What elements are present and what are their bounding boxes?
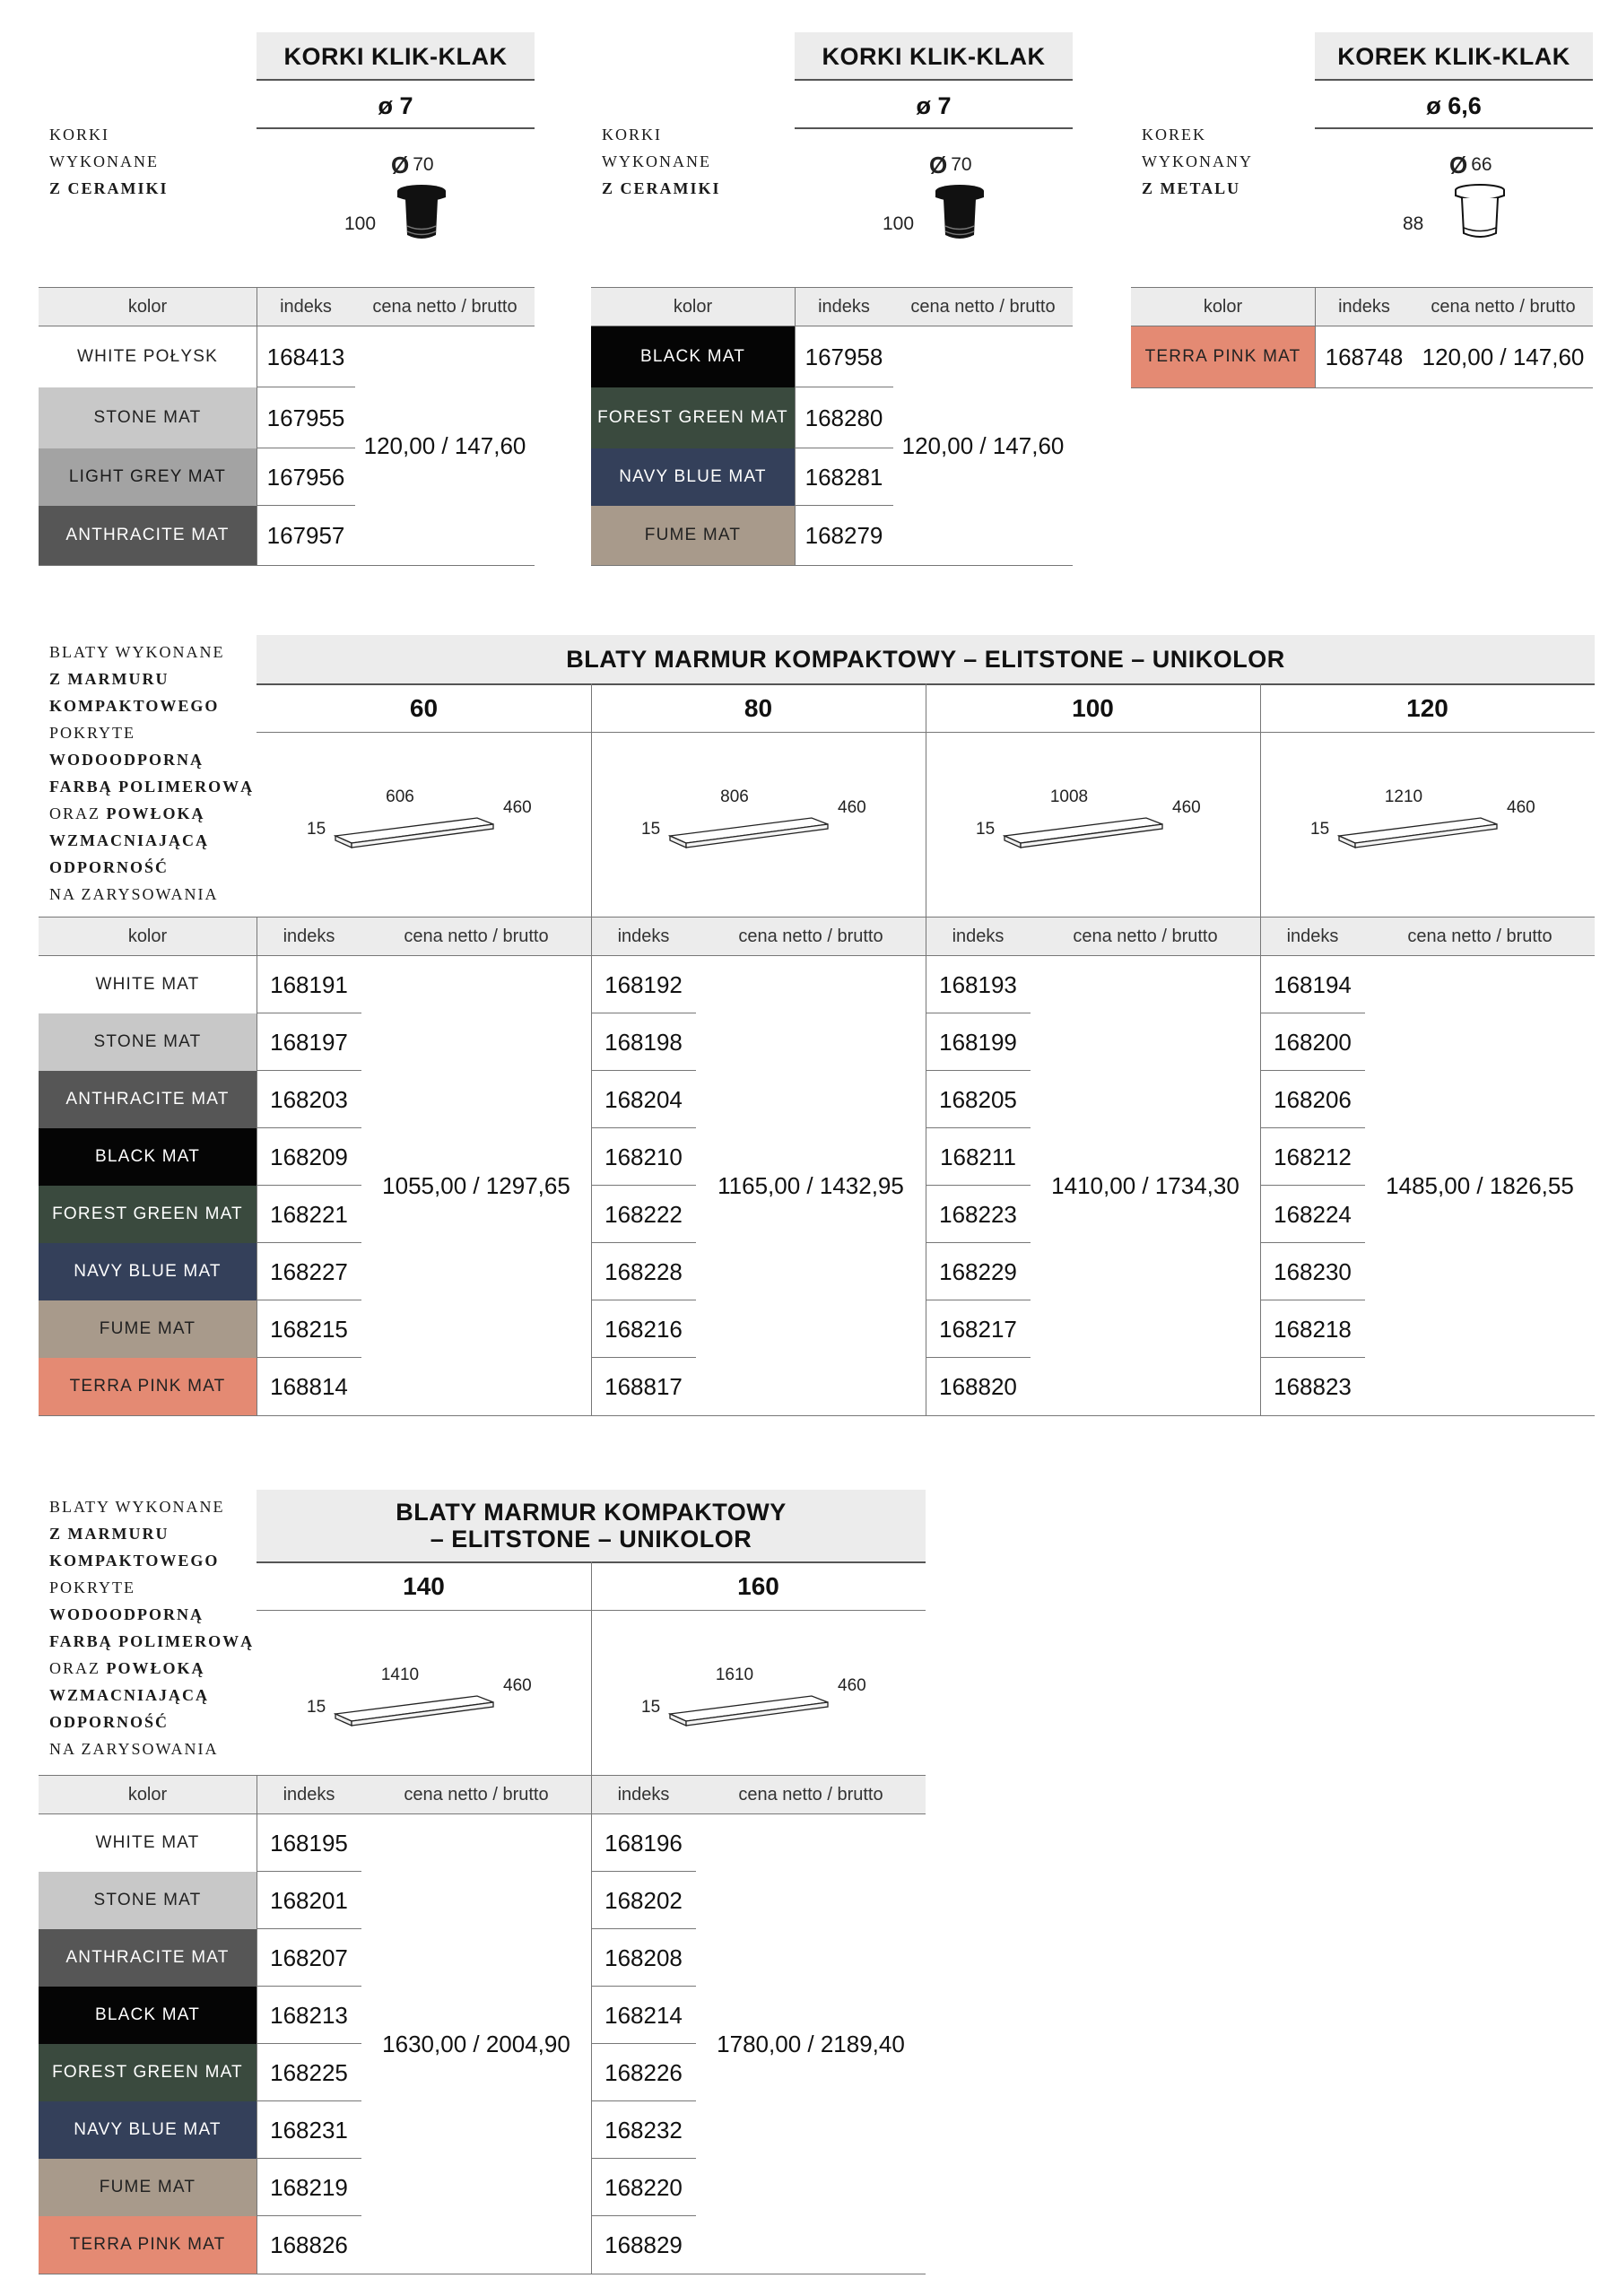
side-line: Z MARMURU — [49, 670, 170, 688]
side-line: KORKI — [49, 126, 109, 144]
color-swatch: STONE MAT — [39, 1872, 257, 1929]
table-title — [257, 1490, 926, 1561]
index-cell: 168820 — [939, 1372, 1017, 1400]
diameter-label — [391, 151, 481, 179]
header-indeks: indeks — [1338, 296, 1390, 317]
header-kolor: kolor — [1203, 296, 1243, 317]
color-swatch: FOREST GREEN MAT — [39, 2044, 257, 2101]
color-swatch: STONE MAT — [39, 387, 257, 448]
side-text: POWŁOKĄ — [106, 804, 205, 822]
index-cell: 167956 — [266, 463, 345, 491]
header-cena: cena netto / brutto — [910, 296, 1056, 317]
divider — [39, 565, 535, 566]
slab-icon — [1337, 814, 1504, 854]
side-line: Z CERAMIKI — [49, 179, 169, 197]
stopper-icon — [395, 183, 450, 249]
color-swatch: FUME MAT — [591, 506, 795, 565]
side-line: WODOODPORNĄ — [49, 751, 204, 769]
size-label: 120 — [1406, 694, 1448, 722]
index-cell: 168213 — [270, 2001, 348, 2029]
index-cell: 168226 — [604, 2058, 683, 2086]
length-dim: 1210 — [1384, 787, 1423, 806]
header-indeks: indeks — [280, 296, 332, 317]
size-label: 140 — [403, 1572, 445, 1600]
side-description — [49, 1493, 274, 1762]
side-line: KOREK — [1142, 126, 1206, 144]
depth-dim: 460 — [1172, 798, 1201, 817]
index-cell: 168814 — [270, 1372, 348, 1400]
header-cena: cena netto / brutto — [404, 926, 549, 946]
stopper-icon — [933, 183, 988, 249]
slab-icon — [668, 1692, 835, 1732]
color-swatch: FUME MAT — [39, 2159, 257, 2216]
side-line: WODOODPORNĄ — [49, 1605, 204, 1623]
side-line: KOMPAKTOWEGO — [49, 1552, 220, 1570]
index-cell: 168221 — [270, 1200, 348, 1228]
side-line: ODPORNOŚĆ — [49, 1713, 170, 1731]
price-cell: 1485,00 / 1826,55 — [1386, 1171, 1574, 1199]
index-cell: 168211 — [940, 1143, 1016, 1170]
price-cell: 1410,00 / 1734,30 — [1051, 1171, 1239, 1199]
title-line: – ELITSTONE – UNIKOLOR — [430, 1526, 752, 1552]
side-line: POKRYTE — [49, 1578, 136, 1596]
header-kolor: kolor — [127, 926, 168, 946]
divider — [591, 683, 592, 1415]
depth-dim: 460 — [1507, 798, 1535, 817]
index-cell: 168224 — [1274, 1200, 1352, 1228]
color-swatch: NAVY BLUE MAT — [39, 2101, 257, 2159]
index-cell: 168212 — [1274, 1143, 1352, 1170]
index-cell: 168220 — [604, 2173, 683, 2201]
color-swatch: BLACK MAT — [39, 1128, 257, 1186]
side-text: ORAZ — [49, 804, 107, 822]
header-indeks: indeks — [617, 1784, 670, 1805]
divider — [1315, 127, 1593, 129]
slab-icon — [1003, 814, 1170, 854]
size-label: 80 — [744, 694, 773, 722]
index-cell: 168231 — [270, 2116, 348, 2144]
diameter-value: 66 — [1471, 154, 1492, 175]
index-cell: 167955 — [266, 404, 345, 431]
thickness-dim: 15 — [641, 820, 661, 839]
divider — [1260, 683, 1261, 1415]
index-cell: 168225 — [270, 2058, 348, 2086]
side-line: WZMACNIAJĄCĄ — [49, 831, 209, 849]
size-label: 60 — [409, 694, 439, 722]
side-line: NA ZARYSOWANIA — [49, 885, 219, 903]
index-cell: 168229 — [939, 1257, 1017, 1285]
product-size: ø 6,6 — [1426, 91, 1482, 119]
index-cell: 167957 — [266, 521, 345, 549]
diameter-icon: Ø — [929, 151, 948, 178]
side-text: ORAZ — [49, 1659, 107, 1677]
header-cena: cena netto / brutto — [404, 1784, 549, 1805]
price-cell: 1630,00 / 2004,90 — [382, 2030, 570, 2057]
header-kolor: kolor — [673, 296, 713, 317]
index-cell: 168817 — [604, 1372, 683, 1400]
divider — [591, 565, 1073, 566]
header-cena: cena netto / brutto — [738, 1784, 883, 1805]
side-line: Z MARMURU — [49, 1525, 170, 1543]
header-kolor: kolor — [127, 296, 168, 317]
index-cell: 168279 — [804, 521, 883, 549]
height-label: 100 — [344, 213, 377, 234]
index-cell: 168191 — [270, 970, 348, 998]
side-line: Z CERAMIKI — [602, 179, 721, 197]
index-cell: 168198 — [604, 1028, 683, 1056]
thickness-dim: 15 — [307, 820, 326, 839]
length-dim: 806 — [720, 787, 749, 806]
length-dim: 1610 — [715, 1665, 754, 1684]
header-indeks: indeks — [283, 1784, 335, 1805]
index-cell: 168227 — [270, 1257, 348, 1285]
price-cell: 120,00 / 147,60 — [901, 431, 1065, 459]
index-cell: 168196 — [604, 1829, 683, 1857]
product-size: ø 7 — [916, 91, 952, 119]
side-line: WYKONANE — [602, 152, 711, 170]
product-title: KORKI KLIK-KLAK — [795, 32, 1073, 81]
side-line: BLATY WYKONANE — [49, 1498, 225, 1516]
index-cell: 168230 — [1274, 1257, 1352, 1285]
size-label: 100 — [1072, 694, 1114, 722]
divider — [1131, 387, 1593, 388]
price-cell: 120,00 / 147,60 — [1422, 343, 1585, 370]
stopper-icon — [1453, 183, 1509, 249]
index-cell: 168218 — [1274, 1315, 1352, 1343]
color-swatch: FUME MAT — [39, 1300, 257, 1358]
thickness-dim: 15 — [641, 1698, 661, 1717]
color-swatch: FOREST GREEN MAT — [591, 387, 795, 448]
index-cell: 168195 — [270, 1829, 348, 1857]
color-swatch: FOREST GREEN MAT — [39, 1186, 257, 1243]
side-line: ODPORNOŚĆ — [49, 858, 170, 876]
index-cell: 168219 — [270, 2173, 348, 2201]
index-cell: 168413 — [266, 343, 345, 370]
diameter-label — [929, 151, 1019, 179]
side-line: WYKONANE — [49, 152, 159, 170]
depth-dim: 460 — [503, 798, 532, 817]
diameter-icon: Ø — [1449, 151, 1468, 178]
table-title: BLATY MARMUR KOMPAKTOWY – ELITSTONE – UNIKOLOR — [257, 635, 1595, 683]
color-swatch: TERRA PINK MAT — [39, 2216, 257, 2274]
side-description — [602, 121, 835, 211]
side-line — [49, 800, 274, 827]
price-cell: 1165,00 / 1432,95 — [718, 1171, 904, 1199]
header-cena: cena netto / brutto — [738, 926, 883, 946]
index-cell: 168214 — [604, 2001, 683, 2029]
index-cell: 168826 — [270, 2231, 348, 2258]
divider — [795, 79, 1073, 81]
index-cell: 168216 — [604, 1315, 683, 1343]
index-cell: 168203 — [270, 1085, 348, 1113]
side-line: BLATY WYKONANE — [49, 643, 225, 661]
length-dim: 606 — [386, 787, 414, 806]
slab-icon — [668, 814, 835, 854]
side-text: POWŁOKĄ — [106, 1659, 205, 1677]
diameter-value: 70 — [413, 154, 434, 175]
depth-dim: 460 — [838, 1676, 866, 1695]
index-cell: 168197 — [270, 1028, 348, 1056]
index-cell: 168192 — [604, 970, 683, 998]
header-indeks: indeks — [952, 926, 1005, 946]
side-line: Z METALU — [1142, 179, 1241, 197]
product-title: KOREK KLIK-KLAK — [1315, 32, 1593, 81]
slab-icon — [334, 1692, 500, 1732]
header-indeks: indeks — [617, 926, 670, 946]
index-cell: 168200 — [1274, 1028, 1352, 1056]
side-line: NA ZARYSOWANIA — [49, 1740, 219, 1758]
header-indeks: indeks — [818, 296, 870, 317]
side-line — [49, 1655, 274, 1682]
height-label: 100 — [883, 213, 915, 234]
divider — [1315, 79, 1593, 81]
side-line: KOMPAKTOWEGO — [49, 697, 220, 715]
divider — [795, 127, 1073, 129]
index-cell: 168206 — [1274, 1085, 1352, 1113]
price-cell: 1780,00 / 2189,40 — [717, 2030, 905, 2057]
divider — [591, 1561, 592, 2274]
index-cell: 168210 — [604, 1143, 683, 1170]
color-swatch: WHITE MAT — [39, 1814, 257, 1872]
side-line: FARBĄ POLIMEROWĄ — [49, 778, 255, 796]
index-cell: 168217 — [939, 1315, 1017, 1343]
divider — [39, 1415, 1595, 1416]
divider — [1315, 287, 1316, 326]
index-cell: 167958 — [804, 343, 883, 370]
length-dim: 1410 — [380, 1665, 420, 1684]
diameter-label — [1449, 151, 1539, 179]
index-cell: 168209 — [270, 1143, 348, 1170]
divider — [795, 326, 796, 565]
index-cell: 168204 — [604, 1085, 683, 1113]
color-swatch: TERRA PINK MAT — [1131, 326, 1315, 387]
color-swatch: ANTHRACITE MAT — [39, 1071, 257, 1128]
header-indeks: indeks — [1286, 926, 1339, 946]
color-swatch: BLACK MAT — [591, 326, 795, 387]
side-description — [49, 121, 283, 211]
index-cell: 168748 — [1325, 343, 1404, 370]
index-cell: 168201 — [270, 1886, 348, 1914]
divider — [257, 127, 535, 129]
header-indeks: indeks — [283, 926, 335, 946]
color-swatch: ANTHRACITE MAT — [39, 1929, 257, 1987]
divider — [795, 287, 796, 326]
price-cell: 1055,00 / 1297,65 — [382, 1171, 570, 1199]
diameter-value: 70 — [951, 154, 972, 175]
divider — [257, 79, 535, 81]
color-swatch: NAVY BLUE MAT — [591, 448, 795, 506]
side-line: FARBĄ POLIMEROWĄ — [49, 1632, 255, 1650]
header-cena: cena netto / brutto — [1431, 296, 1576, 317]
header-kolor: kolor — [127, 1784, 168, 1805]
thickness-dim: 15 — [1310, 820, 1330, 839]
index-cell: 168222 — [604, 1200, 683, 1228]
index-cell: 168205 — [939, 1085, 1017, 1113]
color-swatch: WHITE POŁYSK — [39, 326, 257, 387]
color-swatch: WHITE MAT — [39, 956, 257, 1013]
index-cell: 168281 — [804, 463, 883, 491]
product-size: ø 7 — [378, 91, 413, 119]
color-swatch: TERRA PINK MAT — [39, 1358, 257, 1415]
side-line: WYKONANY — [1142, 152, 1253, 170]
index-cell: 168199 — [939, 1028, 1017, 1056]
index-cell: 168215 — [270, 1315, 348, 1343]
header-cena: cena netto / brutto — [1073, 926, 1218, 946]
color-swatch: LIGHT GREY MAT — [39, 448, 257, 506]
divider — [1315, 326, 1316, 387]
side-line: WZMACNIAJĄCĄ — [49, 1686, 209, 1704]
index-cell: 168228 — [604, 1257, 683, 1285]
color-swatch: STONE MAT — [39, 1013, 257, 1071]
index-cell: 168280 — [804, 404, 883, 431]
index-cell: 168823 — [1274, 1372, 1352, 1400]
length-dim: 1008 — [1049, 787, 1089, 806]
index-cell: 168232 — [604, 2116, 683, 2144]
depth-dim: 460 — [838, 798, 866, 817]
index-cell: 168829 — [604, 2231, 683, 2258]
color-swatch: NAVY BLUE MAT — [39, 1243, 257, 1300]
side-line: KORKI — [602, 126, 662, 144]
side-line: POKRYTE — [49, 724, 136, 742]
index-cell: 168223 — [939, 1200, 1017, 1228]
height-label: 88 — [1403, 213, 1424, 234]
slab-icon — [334, 814, 500, 854]
price-cell: 120,00 / 147,60 — [363, 431, 526, 459]
color-swatch: BLACK MAT — [39, 1987, 257, 2044]
thickness-dim: 15 — [976, 820, 996, 839]
thickness-dim: 15 — [307, 1698, 326, 1717]
size-label: 160 — [737, 1572, 779, 1600]
index-cell: 168207 — [270, 1944, 348, 1971]
product-title: KORKI KLIK-KLAK — [257, 32, 535, 81]
header-cena: cena netto / brutto — [372, 296, 517, 317]
title-line: BLATY MARMUR KOMPAKTOWY — [396, 1499, 787, 1526]
header-cena: cena netto / brutto — [1407, 926, 1552, 946]
depth-dim: 460 — [503, 1676, 532, 1695]
diameter-icon: Ø — [391, 151, 410, 178]
index-cell: 168194 — [1274, 970, 1352, 998]
color-swatch: ANTHRACITE MAT — [39, 506, 257, 565]
index-cell: 168202 — [604, 1886, 683, 1914]
index-cell: 168193 — [939, 970, 1017, 998]
side-description — [49, 639, 274, 908]
side-description — [1142, 121, 1375, 211]
index-cell: 168208 — [604, 1944, 683, 1971]
